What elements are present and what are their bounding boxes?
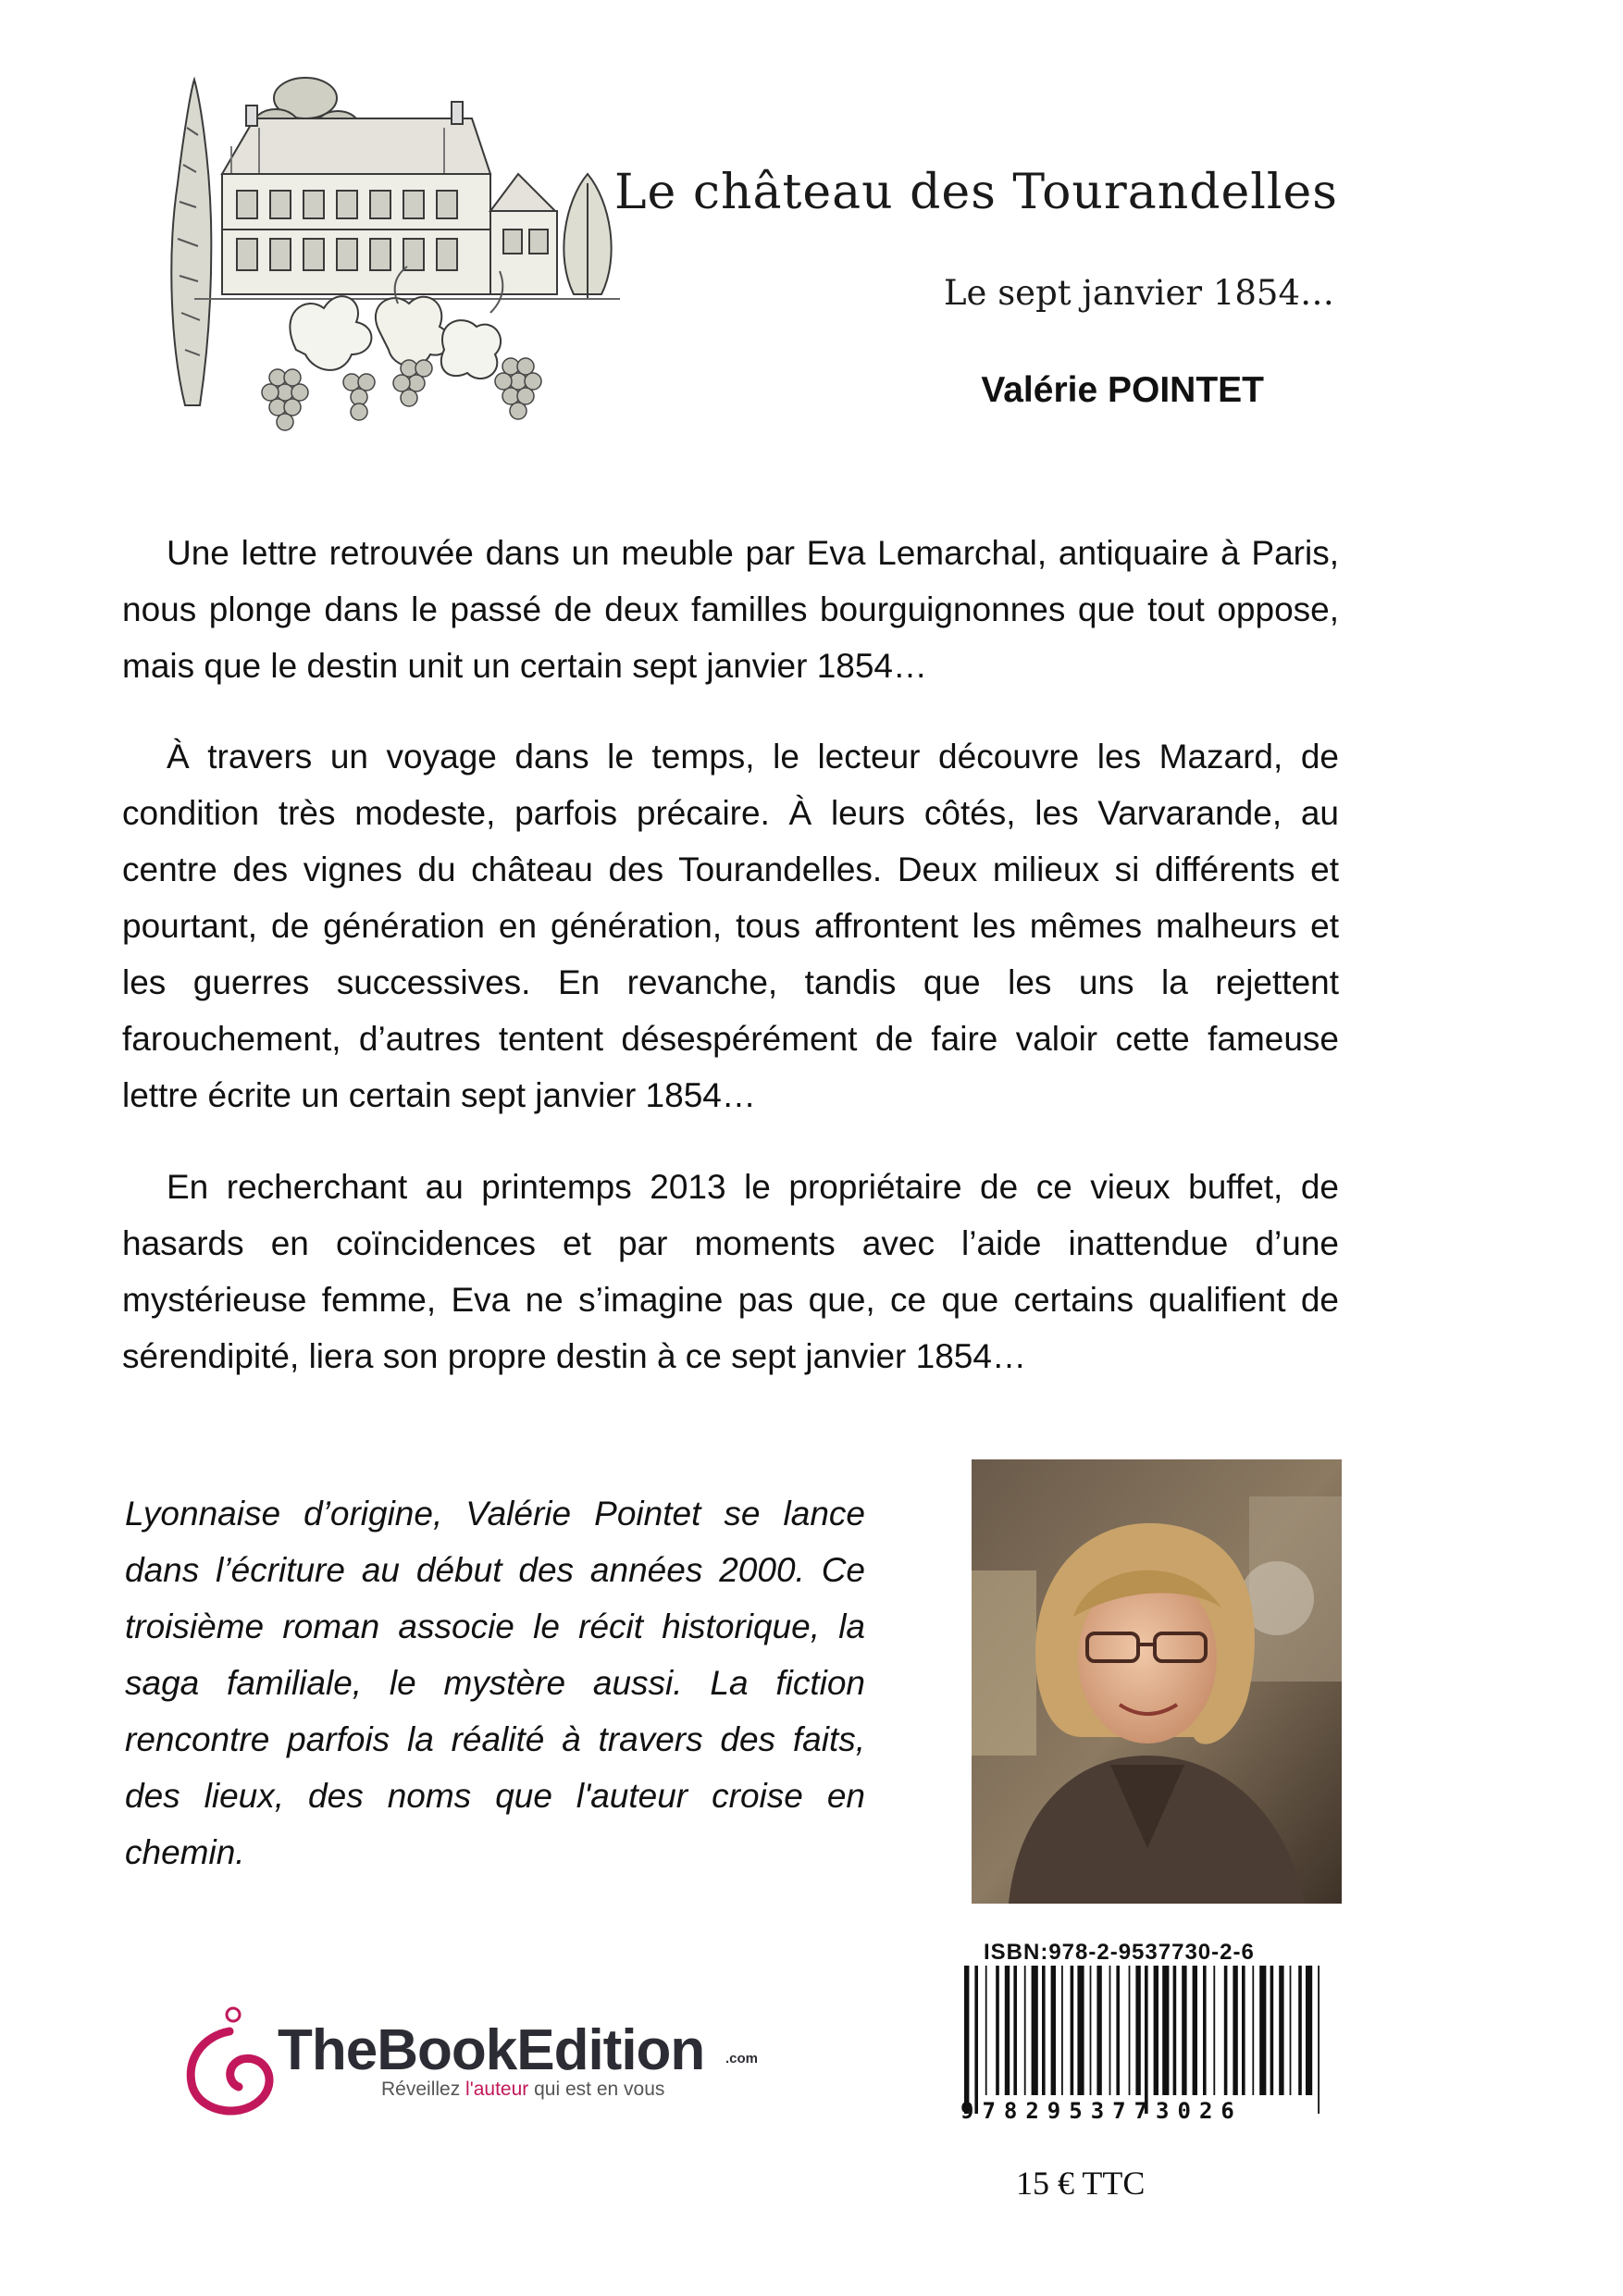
barcode-bar (1032, 1966, 1038, 2095)
barcode-bar (1162, 1966, 1169, 2095)
barcode-bar (1005, 1966, 1010, 2095)
barcode-bar (1042, 1966, 1046, 2095)
barcode-bar (1051, 1966, 1056, 2095)
barcode-bar (1290, 1966, 1292, 2095)
barcode-bar (1224, 1966, 1228, 2095)
book-title: Le château des Tourandelles (614, 165, 1338, 220)
barcode-bar (1242, 1966, 1245, 2095)
barcode-bar (1298, 1966, 1302, 2095)
synopsis-paragraph-1: Une lettre retrouvée dans un meuble par Eva Lemarchal, antiquaire à Paris, nous plonge dans le passé de deux familles bourguignonnes que tout oppose, mais que le destin unit un certain sept janvier 1854… (122, 534, 1339, 685)
barcode-bar (1233, 1966, 1237, 2095)
author-bio: Lyonnaise d’origine, Valérie Pointet se lance dans l’écriture au début des années 2000. Ce troisième roman associe le récit historique, la saga familiale, le mystère aussi. La fiction rencontre parfois la réalité à travers des faits, des lieux, des noms que l'auteur croise en chemin. (125, 1495, 865, 1871)
publisher-suffix: .com (725, 2051, 759, 2066)
barcode-bar (985, 1966, 987, 2095)
publisher-tagline (381, 2079, 664, 2101)
publisher-name: TheBookEdition (278, 2018, 705, 2082)
barcode-digits: 9782953773026 (960, 2098, 1243, 2124)
barcode-bar (1203, 1966, 1207, 2095)
barcode-bar (1071, 1966, 1074, 2095)
isbn-label: ISBN:978-2-9537730-2-6 (984, 1940, 1255, 1965)
barcode-bar (1193, 1966, 1197, 2095)
barcode-bar (1077, 1966, 1084, 2095)
barcode-bar (1090, 1966, 1092, 2095)
barcode-bar (974, 1966, 978, 2114)
author-photo (972, 1459, 1342, 1904)
barcode-bar (1259, 1966, 1266, 2095)
barcode-bar (1109, 1966, 1111, 2095)
barcode-bar (1182, 1966, 1186, 2095)
barcode-bar (1024, 1966, 1026, 2095)
tagline-accent: l'auteur (465, 2079, 529, 2100)
synopsis-paragraph-3: En recherchant au printemps 2013 le propriétaire de ce vieux buffet, de hasards en coïncidences et par moments avec l’aide inattendue d’une mystérieuse femme, Eva ne s’imagine pas que, ce que certains qualifient de sérendipité, liera son propre destin à ce sept janvier 1854… (122, 1168, 1339, 1375)
barcode-bar (1116, 1966, 1120, 2095)
book-subtitle: Le sept janvier 1854… (943, 273, 1334, 313)
barcode-bar (1213, 1966, 1215, 2095)
tagline-end: qui est en vous (528, 2079, 665, 2100)
barcode-bar (1096, 1966, 1101, 2095)
barcode-bar (1135, 1966, 1140, 2095)
barcode-bar (1154, 1966, 1158, 2095)
barcode-bar (1252, 1966, 1254, 2095)
barcode-bar (1013, 1966, 1017, 2095)
barcode-bar (1306, 1966, 1312, 2095)
castle-illustration (167, 72, 629, 470)
author-name: Valérie POINTET (981, 370, 1264, 410)
tagline-start: Réveillez (381, 2079, 466, 2100)
barcode-bar (1279, 1966, 1283, 2095)
synopsis-paragraph-2: À travers un voyage dans le temps, le lecteur découvre les Mazard, de condition très modeste, parfois précaire. À leurs côtés, les Varvarande, au centre des vignes du château des Tourandelles. Deux milieux si différents et pourtant, de génération en génération, tous affrontent les mêmes malheurs et les guerres successives. En revanche, tandis que les uns la rejettent farouchement, d’autres tentent désespérément de faire valoir cette fameuse lettre écrite un certain sept janvier 1854… (122, 738, 1339, 1114)
price-label: 15 € TTC (1016, 2165, 1146, 2202)
barcode-bar (996, 1966, 999, 2095)
barcode-bar (964, 1966, 969, 2114)
barcode-bar (1173, 1966, 1177, 2095)
barcode-bar (1270, 1966, 1274, 2095)
barcode-bar (1145, 1966, 1148, 2114)
barcode-bar (1318, 1966, 1319, 2114)
barcode-bar (1061, 1966, 1063, 2095)
barcode-bar (1129, 1966, 1131, 2095)
